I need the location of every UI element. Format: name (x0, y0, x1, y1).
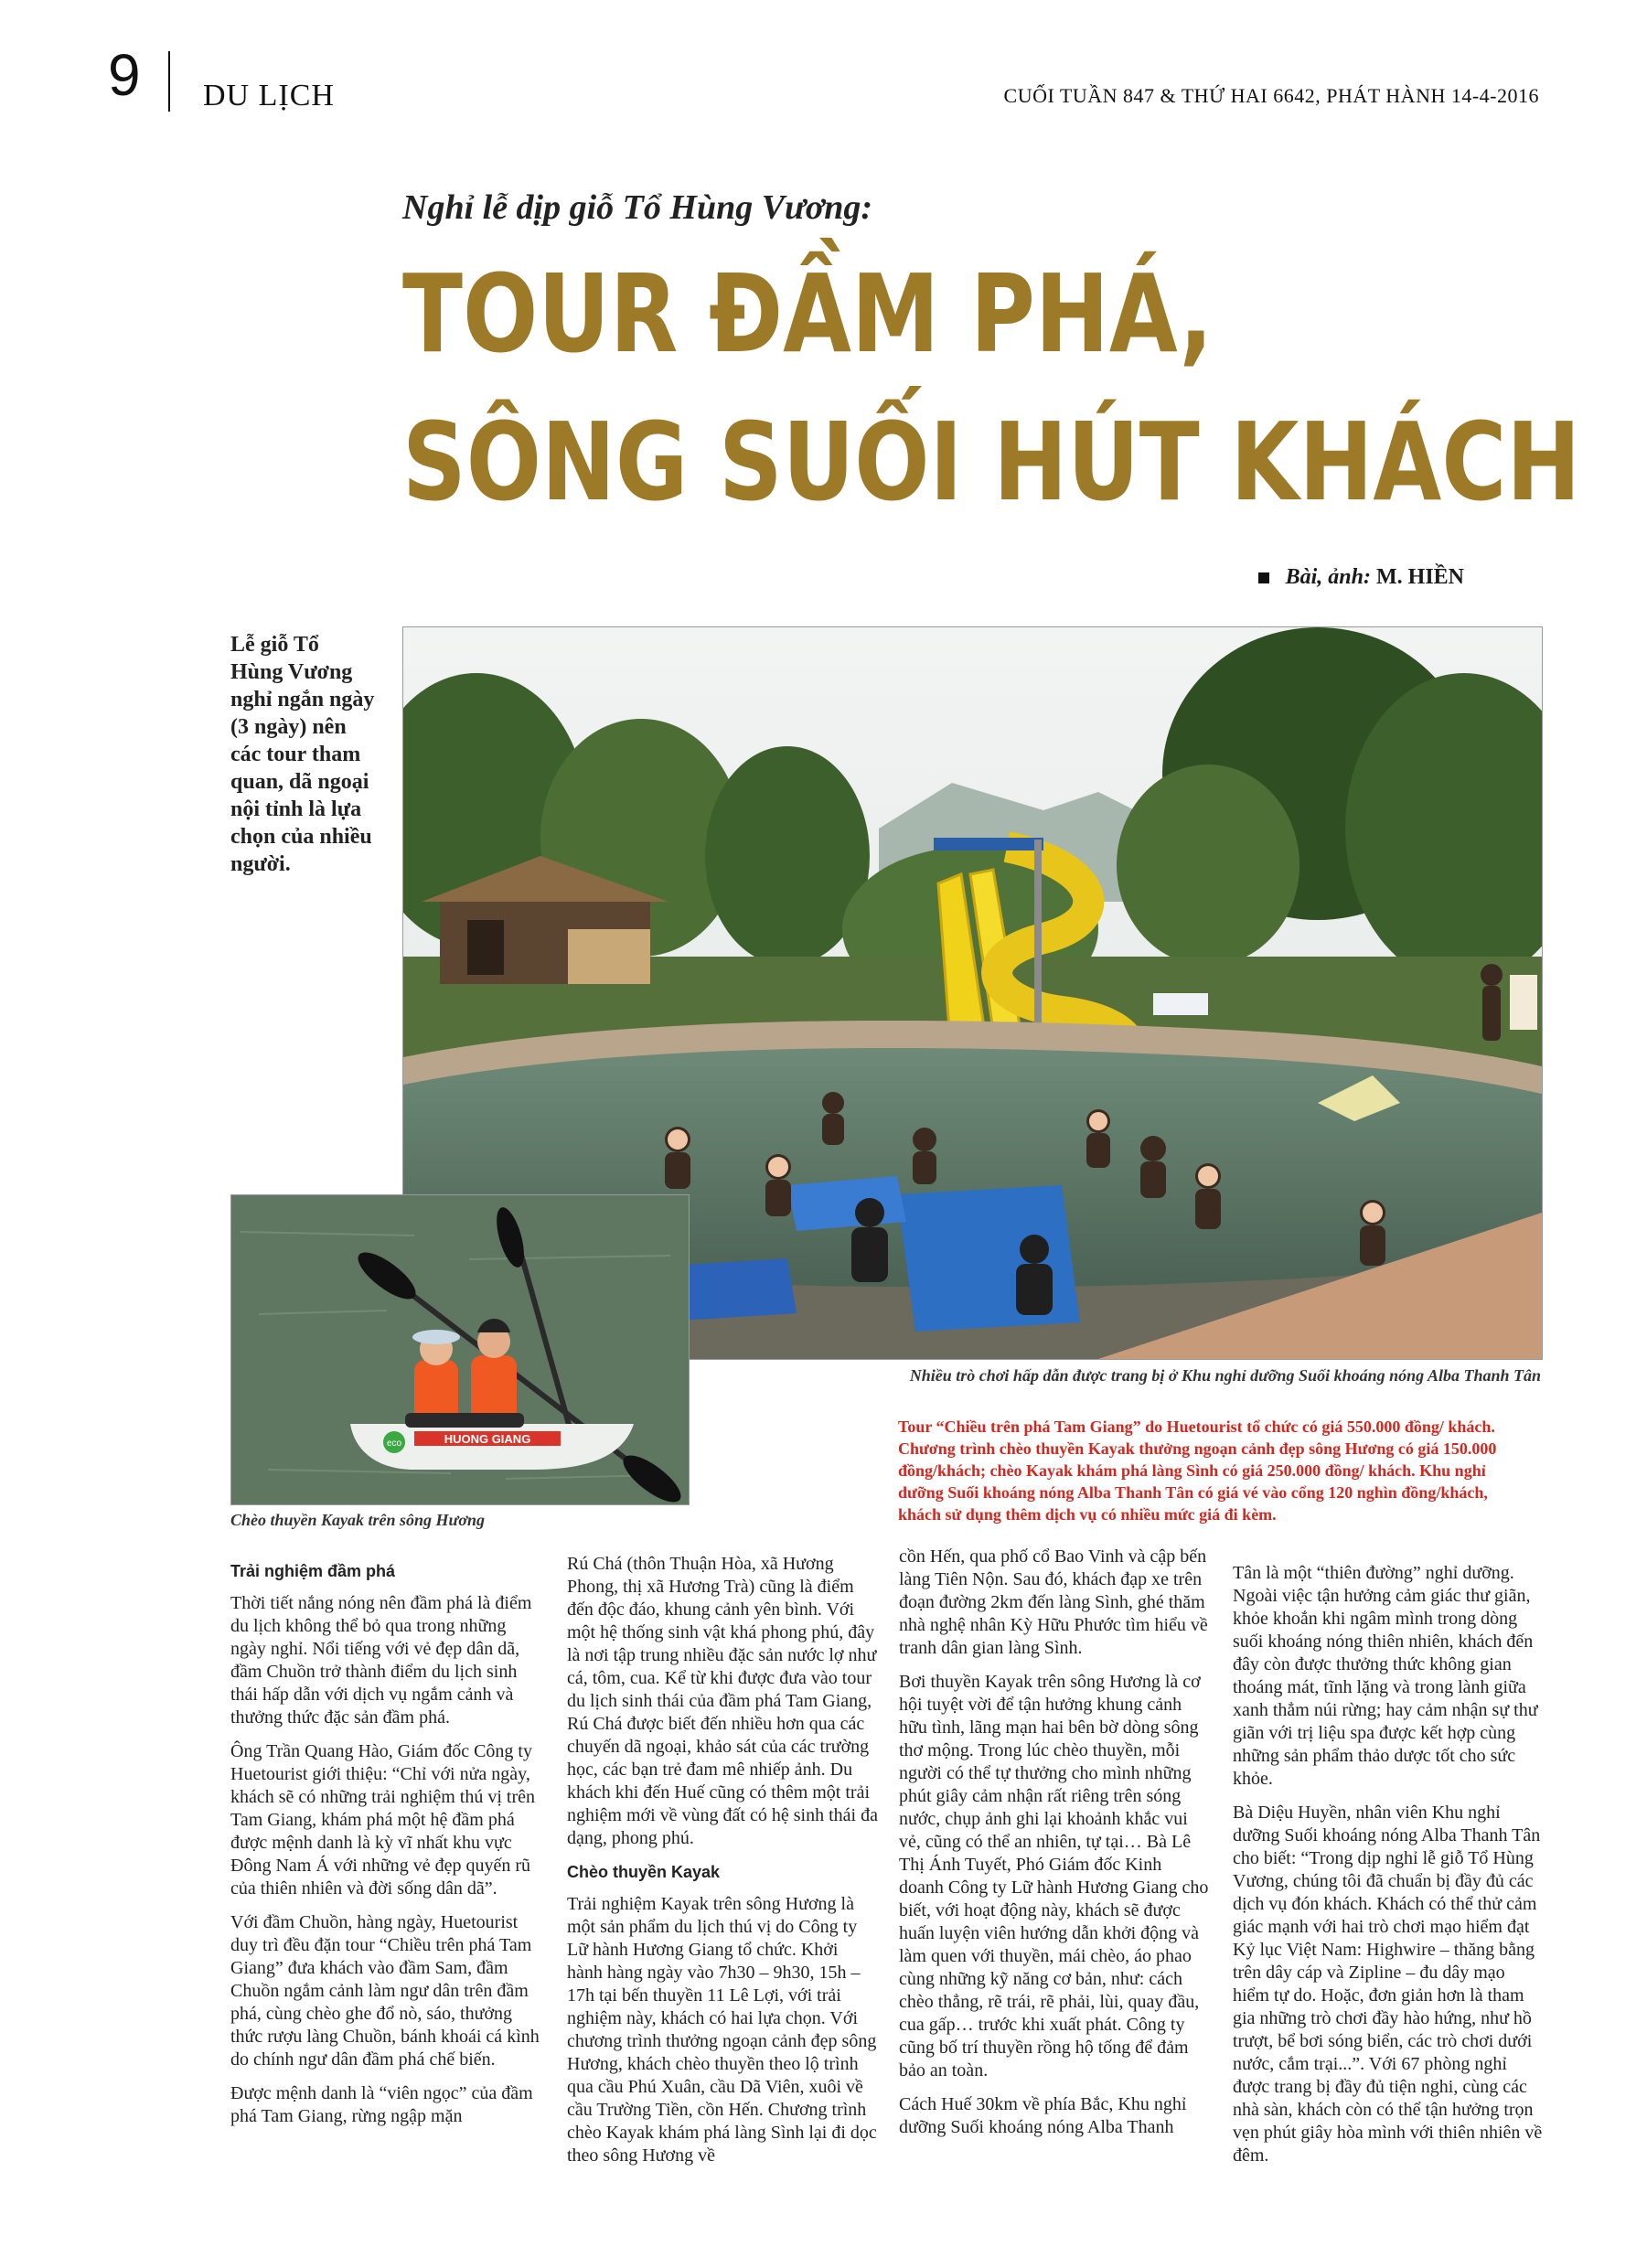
kayak-photo (230, 1194, 690, 1505)
article-kicker: Nghỉ lễ dịp giỗ Tổ Hùng Vương: (402, 188, 873, 227)
subheading-dam-pha: Trải nghiệm đầm phá (230, 1562, 396, 1580)
page-number: 9 (108, 42, 141, 108)
paragraph: Tân là một “thiên đường” nghỉ dưỡng. Ngoài việc tận hưởng cảm giác thư giãn, khỏe khoắn khi ngâm mình trong dòng suối khoáng nóng thiên nhiên, khách đến đây còn được thưởng thức không gian thoáng mát, tĩnh lặng và trong lành giữa xanh thẳm núi rừng; hay cảm nhận sự thư giãn với trị liệu spa được kết hợp cùng những sản phẩm thảo dược tốt cho sức khỏe. (1233, 1563, 1538, 1789)
column-3 (899, 1546, 1210, 2150)
byline (1258, 565, 1464, 590)
paragraph: Rú Chá (thôn Thuận Hòa, xã Hương Phong, thị xã Hương Trà) cũng là điểm đến độc đáo, khung cảnh yên bình. Với một hệ thống sinh vật khá phong phú, đây là nơi tập trung nhiều đặc sản nước lợ như cá, tôm, cua. Kể từ khi được đưa vào tour du lịch sinh thái của đầm phá Tam Giang, Rú Chá được biết đến nhiều hơn qua các chuyến dã ngoại, khảo sát của các trường học, các bạn trẻ đam mê nhiếp ảnh. Du khách khi đến Huế cũng có thêm một trải nghiệm mới về vùng đất có hệ sinh thái đa dạng, phong phú. (567, 1554, 878, 1848)
paragraph: Cách Huế 30km về phía Bắc, Khu nghỉ dưỡng Suối khoáng nóng Alba Thanh (899, 2094, 1187, 2137)
paragraph: Trải nghiệm Kayak trên sông Hương là một sản phẩm du lịch thú vị do Công ty Lữ hành Hương Giang tổ chức. Khởi hành hàng ngày vào 7h30 – 9h30, 15h – 17h tại bến thuyền 11 Lê Lợi, với trải nghiệm này, khách có hai lựa chọn. Với chương trình thưởng ngoạn cảnh đẹp sông Hương, khách chèo thuyền theo lộ trình qua cầu Phú Xuân, cầu Dã Viên, xuôi về cầu Trường Tiền, cồn Hến. Chương trình chèo Kayak khám phá làng Sình lại đi dọc theo sông Hương về (567, 1894, 877, 2166)
paragraph: Bà Diệu Huyền, nhân viên Khu nghỉ dưỡng Suối khoáng nóng Alba Thanh Tân cho biết: “Trong dịp nghỉ lễ giỗ Tổ Hùng Vương, chúng tôi đã chuẩn bị đầy đủ các dịch vụ đón khách. Khách có thể thử cảm giác mạnh với hai trò chơi mạo hiểm đạt Kỷ lục Việt Nam: Highwire – thăng bằng trên dây cáp và Zipline – đu dây mạo hiểm tự do. Hoặc, đơn giản hơn là tham gia những trò chơi đầy hào hứng, như hồ trượt, bể bơi sóng biển, các trò chơi dưới nước, cắm trại...”. Với 67 phòng nghỉ được trang bị đầy đủ tiện nghi, cùng các nhà sàn, khách còn có thể tận hưởng trọn vẹn phút giây hòa mình với thiên nhiên về đêm. (1233, 1803, 1543, 2166)
kayak-illustration (231, 1195, 689, 1504)
paragraph: Ông Trần Quang Hào, Giám đốc Công ty Huetourist giới thiệu: “Chỉ với nửa ngày, khách sẽ có những trải nghiệm thú vị trên Tam Giang, khám phá một hệ đầm phá được mệnh danh là kỳ vĩ nhất khu vực Đông Nam Á với những vẻ đẹp quyến rũ của thiên nhiên và đời sống dân dã”. (230, 1741, 535, 1899)
kayak-photo-caption: Chèo thuyền Kayak trên sông Hương (230, 1511, 485, 1529)
paragraph: Được mệnh danh là “viên ngọc” của đầm phá Tam Giang, rừng ngập mặn (230, 2083, 533, 2126)
paragraph: Với đầm Chuồn, hàng ngày, Huetourist duy trì đều đặn tour “Chiều trên phá Tam Giang” đưa khách vào đầm Sam, đầm Chuồn ngắm cảnh làm ngư dân trên đầm phá, cùng chèo ghe đổ nò, sáo, thưởng thức rượu làng Chuồn, bánh khoái cá kình do chính ngư dân đầm phá chế biến. (230, 1912, 540, 2070)
headline-line-2: SÔNG SUỐI HÚT KHÁCH (402, 399, 1581, 525)
paragraph: Bơi thuyền Kayak trên sông Hương là cơ hội tuyệt vời để tận hưởng khung cảnh hữu tình, lãng mạn hai bên bờ dòng sông thơ mộng. Trong lúc chèo thuyền, mỗi người có thể tự thưởng cho mình những phút giây cảm nhận rất riêng trên sóng nước, chụp ảnh ghi lại khoảnh khắc vui vẻ, cũng có thể an nhiên, tự tại… Bà Lê Thị Ánh Tuyết, Phó Giám đốc Kinh doanh Công ty Lữ hành Hương Giang cho biết, với hoạt động này, khách sẽ được huấn luyện viên hướng dẫn khởi động và làm quen với thuyền, mái chèo, áo phao cùng những kỹ năng cơ bản, như: cách chèo thẳng, rẽ trái, rẽ phải, lùi, quay đầu, cua gấp… trước khi xuất phát. Công ty cũng bố trí thuyền rồng hộ tống để đảm bảo an toàn. (899, 1672, 1209, 2081)
column-2 (567, 1553, 878, 2178)
main-photo-caption: Nhiều trò chơi hấp dẫn được trang bị ở Khu nghỉ dưỡng Suối khoáng nóng Alba Thanh Tân (909, 1366, 1541, 1385)
byline-author: M. HIỀN (1376, 565, 1464, 589)
paragraph: cồn Hến, qua phố cổ Bao Vinh và cập bến làng Tiên Nộn. Sau đó, khách đạp xe trên đoạn đường 2km đến làng Sình, ghé thăm nhà nghệ nhân Kỳ Hữu Phước tìm hiểu về tranh dân gian làng Sình. (899, 1546, 1208, 1658)
column-4 (1233, 1562, 1544, 2178)
headline-line-1: TOUR ĐẦM PHÁ, (402, 251, 1214, 377)
boat-logo-text: eco (386, 1439, 402, 1449)
subheading-kayak: Chèo thuyền Kayak (567, 1863, 721, 1881)
price-info-box: Tour “Chiều trên phá Tam Giang” do Huetourist tổ chức có giá 550.000 đồng/ khách. Chương trình chèo thuyền Kayak thưởng ngoạn cảnh đẹp sông Hương có giá 150.000 đồng/khách; chèo Kayak khám phá làng Sình có giá 250.000 đồng/ khách. Khu nghỉ dưỡng Suối khoáng nóng Alba Thanh Tân có giá vé vào cổng 120 nghìn đồng/khách, khách sử dụng thêm dịch vụ có nhiều mức giá đi kèm. (898, 1418, 1497, 1524)
column-1 (230, 1555, 541, 2139)
paragraph: Thời tiết nắng nóng nên đầm phá là điểm du lịch không thể bỏ qua trong những ngày nghỉ. Nổi tiếng với vẻ đẹp dân dã, đầm Chuồn trở thành điểm du lịch sinh thái hấp dẫn với dịch vụ ngắm cảnh và thưởng thức đặc sản đầm phá. (230, 1593, 532, 1728)
section-name: DU LỊCH (203, 79, 335, 112)
article-sapo: Lễ giỗ Tổ Hùng Vương nghỉ ngắn ngày (3 ngày) nên các tour tham quan, dã ngoại nội tỉnh là lựa chọn của nhiều người. (230, 633, 375, 876)
boat-name-text: HUONG GIANG (444, 1432, 531, 1446)
issue-info: CUỐI TUẦN 847 & THỨ HAI 6642, PHÁT HÀNH 14-4-2016 (1003, 84, 1539, 107)
bullet-square-icon (1258, 572, 1269, 583)
byline-label: Bài, ảnh: (1285, 565, 1371, 589)
header-divider (168, 51, 170, 112)
